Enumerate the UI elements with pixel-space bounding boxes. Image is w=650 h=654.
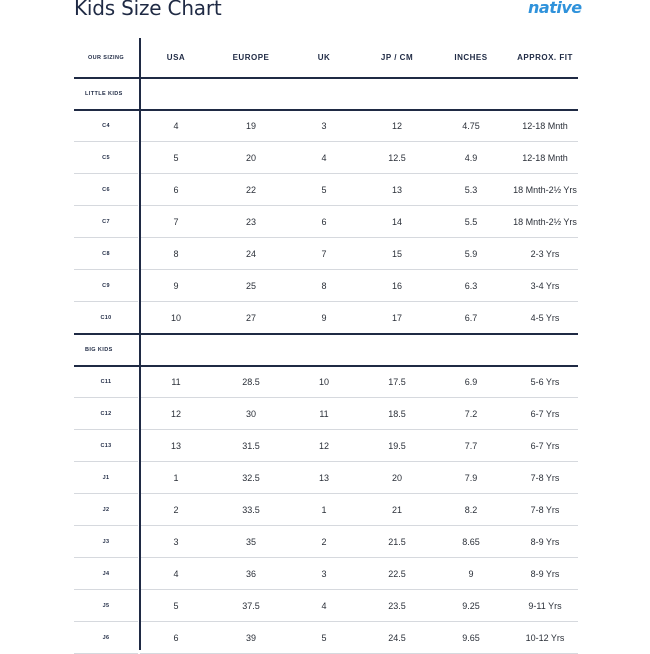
table-row [74, 622, 578, 654]
column-header: JP / CM [380, 53, 414, 62]
table-cell: 5 [173, 153, 179, 163]
section-label: LITTLE KIDS [85, 91, 123, 97]
column-header: APPROX. FIT [517, 53, 573, 62]
size-code: C7 [102, 219, 110, 225]
table-cell: 7-8 Yrs [530, 505, 560, 515]
table-cell: 8-9 Yrs [530, 537, 560, 547]
table-cell: 21 [391, 505, 402, 515]
table-cell: 5.3 [464, 185, 478, 195]
table-cell: 21.5 [388, 537, 406, 547]
table-cell: 39 [245, 633, 256, 643]
size-code: J6 [102, 635, 110, 641]
table-cell: 14 [391, 217, 402, 227]
table-cell: 2 [321, 537, 327, 547]
table-cell: 4.75 [462, 121, 480, 131]
table-cell: 12 [318, 441, 329, 451]
table-cell: 22.5 [388, 569, 406, 579]
table-cell: 12 [170, 409, 181, 419]
table-cell: 3 [321, 569, 327, 579]
table-row [74, 238, 578, 270]
table-cell: 6-7 Yrs [530, 441, 560, 451]
table-cell: 23 [245, 217, 256, 227]
column-header: USA [166, 53, 186, 62]
column-header: UK [317, 53, 331, 62]
size-code: C5 [102, 155, 110, 161]
table-cell: 17.5 [388, 377, 406, 387]
table-cell: 5 [321, 633, 327, 643]
table-cell: 24.5 [388, 633, 406, 643]
table-row [74, 526, 578, 558]
table-cell: 8 [321, 281, 327, 291]
table-cell: 37.5 [242, 601, 260, 611]
table-cell: 20 [391, 473, 402, 483]
table-cell: 3 [321, 121, 327, 131]
table-cell: 4-5 Yrs [530, 313, 560, 323]
table-cell: 7-8 Yrs [530, 473, 560, 483]
table-cell: 20 [245, 153, 256, 163]
table-row [74, 590, 578, 622]
table-cell: 4 [321, 153, 327, 163]
table-cell: 13 [391, 185, 402, 195]
column-header: INCHES [454, 53, 488, 62]
table-cell: 12 [391, 121, 402, 131]
table-cell: 25 [245, 281, 256, 291]
table-cell: 35 [245, 537, 256, 547]
table-cell: 9.65 [462, 633, 480, 643]
table-cell: 19 [245, 121, 256, 131]
page-title: Kids Size Chart [74, 0, 222, 20]
table-cell: 22 [245, 185, 256, 195]
table-cell: 18 Mnth-2½ Yrs [513, 217, 577, 227]
table-cell: 7.9 [464, 473, 478, 483]
table-cell: 1 [321, 505, 327, 515]
size-code: C12 [100, 411, 112, 417]
table-row [74, 174, 578, 206]
table-cell: 9-11 Yrs [528, 601, 562, 611]
table-cell: 16 [391, 281, 402, 291]
size-code: C13 [100, 443, 112, 449]
table-cell: 9 [468, 569, 474, 579]
size-code: C8 [102, 251, 110, 257]
table-cell: 10 [318, 377, 329, 387]
size-code: J1 [102, 475, 110, 481]
table-cell: 9 [173, 281, 179, 291]
section-row [74, 78, 578, 110]
table-cell: 2-3 Yrs [530, 249, 560, 259]
size-code: J4 [102, 571, 110, 577]
table-cell: 8.2 [464, 505, 478, 515]
table-cell: 27 [245, 313, 256, 323]
table-cell: 6-7 Yrs [530, 409, 560, 419]
table-header-row [74, 38, 578, 78]
table-cell: 19.5 [388, 441, 406, 451]
table-row [74, 558, 578, 590]
table-cell: 6 [173, 633, 179, 643]
table-cell: 9 [321, 313, 327, 323]
table-cell: 33.5 [242, 505, 260, 515]
table-row [74, 270, 578, 302]
column-header: OUR SIZING [87, 55, 125, 61]
table-cell: 31.5 [242, 441, 260, 451]
table-cell: 12.5 [388, 153, 406, 163]
size-code: C10 [100, 315, 112, 321]
table-row [74, 302, 578, 334]
table-cell: 12-18 Mnth [522, 153, 568, 163]
size-code: C6 [102, 187, 110, 193]
table-cell: 8.65 [462, 537, 480, 547]
table-cell: 3-4 Yrs [530, 281, 560, 291]
table-cell: 6 [173, 185, 179, 195]
table-cell: 10-12 Yrs [525, 633, 565, 643]
table-cell: 13 [170, 441, 181, 451]
table-cell: 5.5 [464, 217, 478, 227]
column-header: EUROPE [232, 53, 270, 62]
table-cell: 30 [245, 409, 256, 419]
table-row [74, 462, 578, 494]
table-cell: 5 [173, 601, 179, 611]
table-cell: 23.5 [388, 601, 406, 611]
size-code: J2 [102, 507, 110, 513]
table-cell: 5-6 Yrs [530, 377, 560, 387]
section-label: BIG KIDS [85, 347, 113, 353]
table-cell: 24 [245, 249, 256, 259]
table-cell: 6.3 [464, 281, 478, 291]
table-cell: 5.9 [464, 249, 478, 259]
table-cell: 18 Mnth-2½ Yrs [513, 185, 577, 195]
table-cell: 6 [321, 217, 327, 227]
table-row [74, 494, 578, 526]
size-code: J3 [102, 539, 110, 545]
size-code: C9 [102, 283, 110, 289]
table-cell: 18.5 [388, 409, 406, 419]
table-cell: 13 [318, 473, 329, 483]
section-row [74, 334, 578, 366]
table-cell: 7.7 [464, 441, 478, 451]
size-code: C11 [100, 379, 112, 385]
table-cell: 6.9 [464, 377, 478, 387]
table-cell: 11 [319, 409, 329, 419]
table-cell: 8-9 Yrs [530, 569, 560, 579]
table-cell: 4 [321, 601, 327, 611]
table-cell: 36 [245, 569, 256, 579]
table-cell: 32.5 [242, 473, 260, 483]
table-cell: 12-18 Mnth [522, 121, 568, 131]
table-cell: 3 [173, 537, 179, 547]
size-code: J5 [102, 603, 110, 609]
table-cell: 10 [170, 313, 181, 323]
column-divider [139, 38, 141, 650]
table-cell: 8 [173, 249, 179, 259]
table-row [74, 110, 578, 142]
table-cell: 7 [321, 249, 327, 259]
table-cell: 6.7 [464, 313, 478, 323]
table-cell: 11 [171, 377, 181, 387]
table-row [74, 206, 578, 238]
table-cell: 15 [391, 249, 402, 259]
table-cell: 1 [173, 473, 179, 483]
table-cell: 7.2 [464, 409, 478, 419]
table-row [74, 430, 578, 462]
brand-logo: native [528, 0, 582, 17]
table-cell: 28.5 [242, 377, 260, 387]
table-cell: 4.9 [464, 153, 478, 163]
table-cell: 5 [321, 185, 327, 195]
table-row [74, 398, 578, 430]
table-cell: 2 [173, 505, 179, 515]
table-cell: 17 [391, 313, 402, 323]
size-code: C4 [102, 123, 110, 129]
table-cell: 4 [173, 569, 179, 579]
table-cell: 9.25 [462, 601, 480, 611]
table-cell: 7 [173, 217, 179, 227]
table-row [74, 142, 578, 174]
table-cell: 4 [173, 121, 179, 131]
table-row [74, 366, 578, 398]
